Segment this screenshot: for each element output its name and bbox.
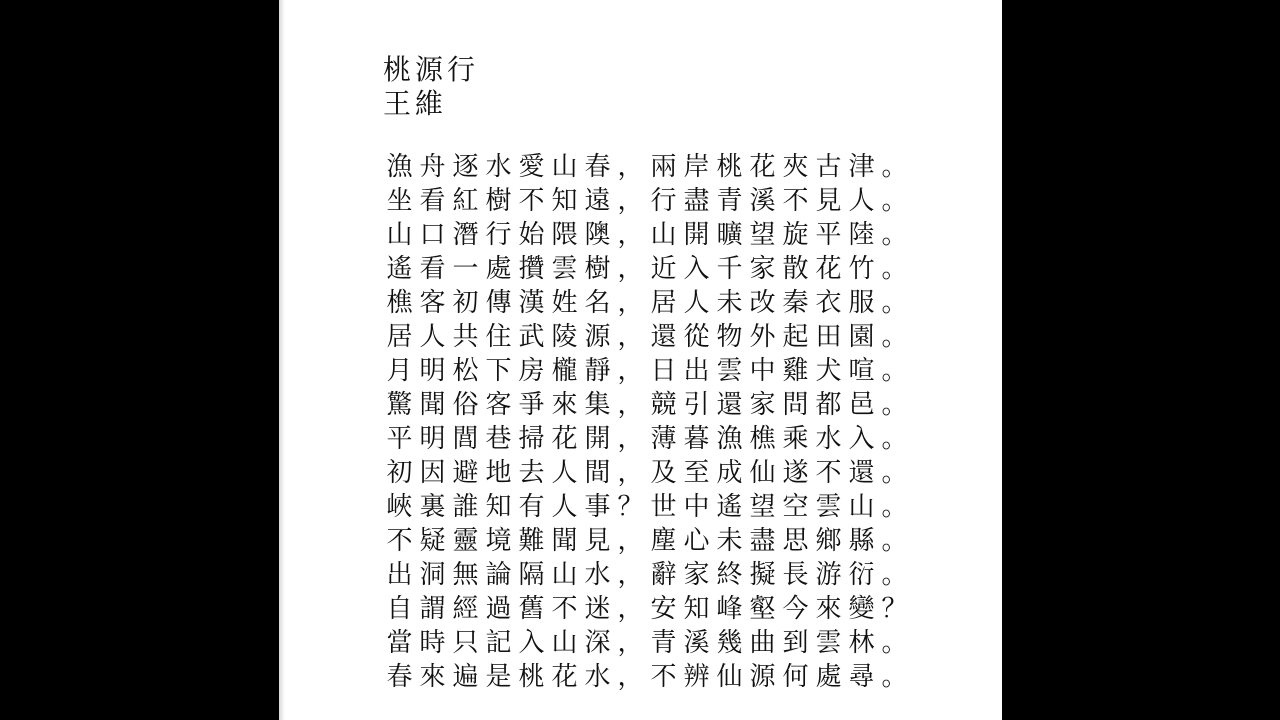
poem-character: 家 (683, 560, 710, 590)
poem-character: 當 (386, 628, 413, 658)
poem-character: 源 (584, 322, 611, 352)
poem-title: 桃源行 (383, 53, 480, 86)
poem-line (383, 286, 911, 320)
poem-character: 犬 (815, 356, 842, 386)
poem-character: 山 (551, 560, 578, 590)
poem-character: 行 (485, 220, 512, 250)
poem-character: 隈 (551, 220, 578, 250)
poem-character: 靜 (584, 356, 611, 386)
poem-character: 變 (848, 594, 875, 624)
punctuation-mark: ， (617, 152, 644, 182)
poem-line (383, 524, 911, 558)
poem-character: 名 (584, 288, 611, 318)
poem-character: 水 (485, 152, 512, 182)
poem-character: 有 (518, 492, 545, 522)
poem-character: 山 (386, 220, 413, 250)
poem-character: 家 (749, 254, 776, 284)
poem-character: 姓 (551, 288, 578, 318)
poem-character: 人 (551, 458, 578, 488)
poem-character: 入 (518, 628, 545, 658)
poem-character: 竹 (848, 254, 875, 284)
poem-character: 入 (848, 424, 875, 454)
poem-character: 因 (419, 458, 446, 488)
poem-character: 人 (683, 288, 710, 318)
poem-character: 盡 (749, 526, 776, 556)
poem-character: 來 (815, 594, 842, 624)
poem-character: 論 (485, 560, 512, 590)
poem-line (383, 490, 911, 524)
punctuation-mark: ， (617, 288, 644, 318)
poem-character: 迷 (584, 594, 611, 624)
poem-character: 還 (848, 458, 875, 488)
poem-character: 誰 (452, 492, 479, 522)
poem-character: 仙 (716, 662, 743, 692)
poem-character: 花 (749, 152, 776, 182)
poem-character: 近 (650, 254, 677, 284)
poem-character: 開 (683, 220, 710, 250)
poem-character: 心 (683, 526, 710, 556)
poem-character: 時 (419, 628, 446, 658)
poem-line (383, 150, 911, 184)
punctuation-mark: ， (617, 356, 644, 386)
poem-character: 邑 (848, 390, 875, 420)
poem-character: 共 (452, 322, 479, 352)
poem-character: 千 (716, 254, 743, 284)
punctuation-mark: 。 (881, 288, 908, 318)
punctuation-mark: 。 (881, 628, 908, 658)
poem-character: 春 (386, 662, 413, 692)
poem-character: 起 (782, 322, 809, 352)
poem-character: 居 (650, 288, 677, 318)
poem-character: 暮 (683, 424, 710, 454)
poem-character: 巷 (485, 424, 512, 454)
poem-character: 不 (386, 526, 413, 556)
poem-character: 隩 (584, 220, 611, 250)
poem-character: 終 (716, 560, 743, 590)
punctuation-mark: 。 (881, 152, 908, 182)
poem-line (383, 320, 911, 354)
poem-character: 到 (782, 628, 809, 658)
poem-character: 桃 (518, 662, 545, 692)
poem-character: 知 (551, 186, 578, 216)
poem-character: 水 (584, 560, 611, 590)
poem-character: 潛 (452, 220, 479, 250)
poem-character: 來 (551, 390, 578, 420)
poem-character: 擬 (749, 560, 776, 590)
poem-character: 難 (518, 526, 545, 556)
poem-character: 仙 (749, 458, 776, 488)
poem-character: 遠 (584, 186, 611, 216)
poem-character: 樹 (485, 186, 512, 216)
poem-character: 望 (749, 220, 776, 250)
punctuation-mark: ， (617, 560, 644, 590)
poem-character: 平 (815, 220, 842, 250)
punctuation-mark: 。 (881, 220, 908, 250)
poem-character: 謂 (419, 594, 446, 624)
punctuation-mark: 。 (881, 662, 908, 692)
poem-character: 下 (485, 356, 512, 386)
poem-character: 行 (650, 186, 677, 216)
poem-character: 間 (584, 458, 611, 488)
poem-character: 溪 (749, 186, 776, 216)
poem-character: 青 (716, 186, 743, 216)
poem-character: 津 (848, 152, 875, 182)
poem-character: 曠 (716, 220, 743, 250)
poem-character: 記 (485, 628, 512, 658)
poem-line (383, 184, 911, 218)
poem-character: 樵 (749, 424, 776, 454)
poem-character: 客 (485, 390, 512, 420)
poem-character: 知 (683, 594, 710, 624)
poem-character: 空 (782, 492, 809, 522)
poem-character: 傳 (485, 288, 512, 318)
punctuation-mark: 。 (881, 254, 908, 284)
poem-character: 塵 (650, 526, 677, 556)
punctuation-mark: ， (617, 424, 644, 454)
poem-character: 驚 (386, 390, 413, 420)
poem-character: 安 (650, 594, 677, 624)
poem-character: 家 (749, 390, 776, 420)
poem-character: 改 (749, 288, 776, 318)
poem-character: 靈 (452, 526, 479, 556)
poem-character: 遙 (386, 254, 413, 284)
poem-character: 服 (848, 288, 875, 318)
poem-character: 春 (584, 152, 611, 182)
poem-character: 掃 (518, 424, 545, 454)
poem-line (383, 660, 911, 694)
poem-character: 樵 (386, 288, 413, 318)
poem-character: 裏 (419, 492, 446, 522)
poem-character: 曲 (749, 628, 776, 658)
poem-character: 園 (848, 322, 875, 352)
poem-character: 人 (551, 492, 578, 522)
poem-character: 桃 (716, 152, 743, 182)
poem-body (383, 150, 911, 694)
poem-line (383, 456, 911, 490)
punctuation-mark: 。 (881, 186, 908, 216)
poem-character: 縣 (848, 526, 875, 556)
poem-character: 至 (683, 458, 710, 488)
poem-character: 源 (749, 662, 776, 692)
poem-character: 洞 (419, 560, 446, 590)
poem-character: 事 (584, 492, 611, 522)
punctuation-mark: ？ (617, 492, 644, 522)
poem-character: 山 (551, 628, 578, 658)
poem-character: 口 (419, 220, 446, 250)
poem-character: 人 (419, 322, 446, 352)
poem-character: 乘 (782, 424, 809, 454)
poem-line (383, 252, 911, 286)
poem-character: 秦 (782, 288, 809, 318)
punctuation-mark: ， (617, 220, 644, 250)
poem-line (383, 218, 911, 252)
poem-character: 來 (419, 662, 446, 692)
poem-character: 聞 (419, 390, 446, 420)
poem-character: 攢 (518, 254, 545, 284)
poem-character: 及 (650, 458, 677, 488)
poem-author: 王維 (383, 87, 448, 120)
poem-character: 住 (485, 322, 512, 352)
punctuation-mark: ？ (881, 594, 908, 624)
poem-character: 薄 (650, 424, 677, 454)
poem-character: 尋 (848, 662, 875, 692)
poem-character: 過 (485, 594, 512, 624)
poem-character: 花 (815, 254, 842, 284)
poem-character: 溪 (683, 628, 710, 658)
poem-character: 舟 (419, 152, 446, 182)
page-edge-shadow (279, 0, 285, 720)
poem-character: 看 (419, 254, 446, 284)
poem-character: 雲 (815, 628, 842, 658)
poem-character: 岸 (683, 152, 710, 182)
poem-character: 聞 (551, 526, 578, 556)
poem-character: 游 (815, 560, 842, 590)
poem-character: 漢 (518, 288, 545, 318)
poem-character: 遙 (716, 492, 743, 522)
poem-character: 櫳 (551, 356, 578, 386)
poem-character: 看 (419, 186, 446, 216)
punctuation-mark: 。 (881, 424, 908, 454)
poem-character: 夾 (782, 152, 809, 182)
poem-character: 爭 (518, 390, 545, 420)
poem-character: 一 (452, 254, 479, 284)
poem-character: 雲 (551, 254, 578, 284)
poem-character: 衍 (848, 560, 875, 590)
poem-line (383, 422, 911, 456)
poem-character: 散 (782, 254, 809, 284)
poem-character: 始 (518, 220, 545, 250)
poem-character: 林 (848, 628, 875, 658)
poem-character: 無 (452, 560, 479, 590)
poem-character: 水 (584, 662, 611, 692)
poem-character: 舊 (518, 594, 545, 624)
poem-character: 古 (815, 152, 842, 182)
poem-line (383, 558, 911, 592)
poem-character: 閭 (452, 424, 479, 454)
poem-character: 鄉 (815, 526, 842, 556)
punctuation-mark: ， (617, 458, 644, 488)
poem-character: 明 (419, 356, 446, 386)
poem-character: 出 (386, 560, 413, 590)
poem-character: 集 (584, 390, 611, 420)
poem-character: 房 (518, 356, 545, 386)
punctuation-mark: ， (617, 186, 644, 216)
poem-character: 俗 (452, 390, 479, 420)
poem-character: 中 (749, 356, 776, 386)
poem-character: 疑 (419, 526, 446, 556)
poem-character: 松 (452, 356, 479, 386)
poem-character: 初 (452, 288, 479, 318)
poem-character: 喧 (848, 356, 875, 386)
poem-character: 峽 (386, 492, 413, 522)
poem-character: 漁 (386, 152, 413, 182)
poem-character: 都 (815, 390, 842, 420)
poem-character: 出 (683, 356, 710, 386)
poem-character: 競 (650, 390, 677, 420)
poem-character: 物 (716, 322, 743, 352)
poem-character: 見 (584, 526, 611, 556)
poem-character: 月 (386, 356, 413, 386)
punctuation-mark: 。 (881, 356, 908, 386)
poem-character: 未 (716, 288, 743, 318)
poem-line (383, 592, 911, 626)
punctuation-mark: 。 (881, 390, 908, 420)
poem-character: 樹 (584, 254, 611, 284)
poem-character: 只 (452, 628, 479, 658)
poem-character: 雞 (782, 356, 809, 386)
poem-character: 自 (386, 594, 413, 624)
poem-character: 辨 (683, 662, 710, 692)
poem-character: 入 (683, 254, 710, 284)
poem-character: 青 (650, 628, 677, 658)
poem-character: 還 (650, 322, 677, 352)
poem-character: 雲 (815, 492, 842, 522)
poem-character: 不 (551, 594, 578, 624)
poem-character: 峰 (716, 594, 743, 624)
poem-character: 今 (782, 594, 809, 624)
poem-character: 壑 (749, 594, 776, 624)
poem-character: 水 (815, 424, 842, 454)
poem-character: 去 (518, 458, 545, 488)
poem-character: 山 (848, 492, 875, 522)
poem-character: 衣 (815, 288, 842, 318)
poem-character: 辭 (650, 560, 677, 590)
poem-line (383, 626, 911, 660)
poem-character: 愛 (518, 152, 545, 182)
poem-character: 經 (452, 594, 479, 624)
poem-character: 田 (815, 322, 842, 352)
poem-character: 旋 (782, 220, 809, 250)
poem-character: 世 (650, 492, 677, 522)
punctuation-mark: ， (617, 254, 644, 284)
punctuation-mark: ， (617, 594, 644, 624)
poem-character: 遍 (452, 662, 479, 692)
poem-character: 明 (419, 424, 446, 454)
poem-character: 日 (650, 356, 677, 386)
poem-character: 是 (485, 662, 512, 692)
punctuation-mark: 。 (881, 526, 908, 556)
punctuation-mark: ， (617, 662, 644, 692)
punctuation-mark: ， (617, 526, 644, 556)
poem-character: 問 (782, 390, 809, 420)
punctuation-mark: 。 (881, 560, 908, 590)
punctuation-mark: 。 (881, 492, 908, 522)
poem-character: 知 (485, 492, 512, 522)
poem-character: 紅 (452, 186, 479, 216)
poem-character: 地 (485, 458, 512, 488)
poem-character: 思 (782, 526, 809, 556)
punctuation-mark: 。 (881, 458, 908, 488)
poem-character: 不 (518, 186, 545, 216)
poem-character: 人 (848, 186, 875, 216)
poem-character: 居 (386, 322, 413, 352)
poem-character: 隔 (518, 560, 545, 590)
poem-character: 花 (551, 662, 578, 692)
poem-line (383, 354, 911, 388)
poem-character: 坐 (386, 186, 413, 216)
poem-character: 開 (584, 424, 611, 454)
poem-character: 處 (815, 662, 842, 692)
poem-character: 避 (452, 458, 479, 488)
punctuation-mark: ， (617, 628, 644, 658)
poem-character: 盡 (683, 186, 710, 216)
poem-character: 花 (551, 424, 578, 454)
poem-character: 外 (749, 322, 776, 352)
poem-character: 還 (716, 390, 743, 420)
punctuation-mark: ， (617, 390, 644, 420)
poem-character: 遂 (782, 458, 809, 488)
poem-character: 兩 (650, 152, 677, 182)
poem-character: 處 (485, 254, 512, 284)
poem-character: 成 (716, 458, 743, 488)
punctuation-mark: ， (617, 322, 644, 352)
poem-character: 漁 (716, 424, 743, 454)
poem-character: 長 (782, 560, 809, 590)
poem-character: 見 (815, 186, 842, 216)
poem-character: 望 (749, 492, 776, 522)
poem-character: 雲 (716, 356, 743, 386)
poem-character: 平 (386, 424, 413, 454)
poem-character: 客 (419, 288, 446, 318)
poem-character: 不 (815, 458, 842, 488)
poem-character: 引 (683, 390, 710, 420)
poem-line (383, 388, 911, 422)
poem-character: 逐 (452, 152, 479, 182)
poem-character: 不 (782, 186, 809, 216)
poem-character: 何 (782, 662, 809, 692)
poem-character: 未 (716, 526, 743, 556)
poem-character: 陸 (848, 220, 875, 250)
poem-character: 幾 (716, 628, 743, 658)
poem-character: 初 (386, 458, 413, 488)
poem-character: 從 (683, 322, 710, 352)
poem-character: 深 (584, 628, 611, 658)
punctuation-mark: 。 (881, 322, 908, 352)
poem-character: 武 (518, 322, 545, 352)
poem-character: 中 (683, 492, 710, 522)
poem-character: 山 (650, 220, 677, 250)
poem-character: 山 (551, 152, 578, 182)
poem-character: 境 (485, 526, 512, 556)
poem-character: 不 (650, 662, 677, 692)
poem-character: 陵 (551, 322, 578, 352)
